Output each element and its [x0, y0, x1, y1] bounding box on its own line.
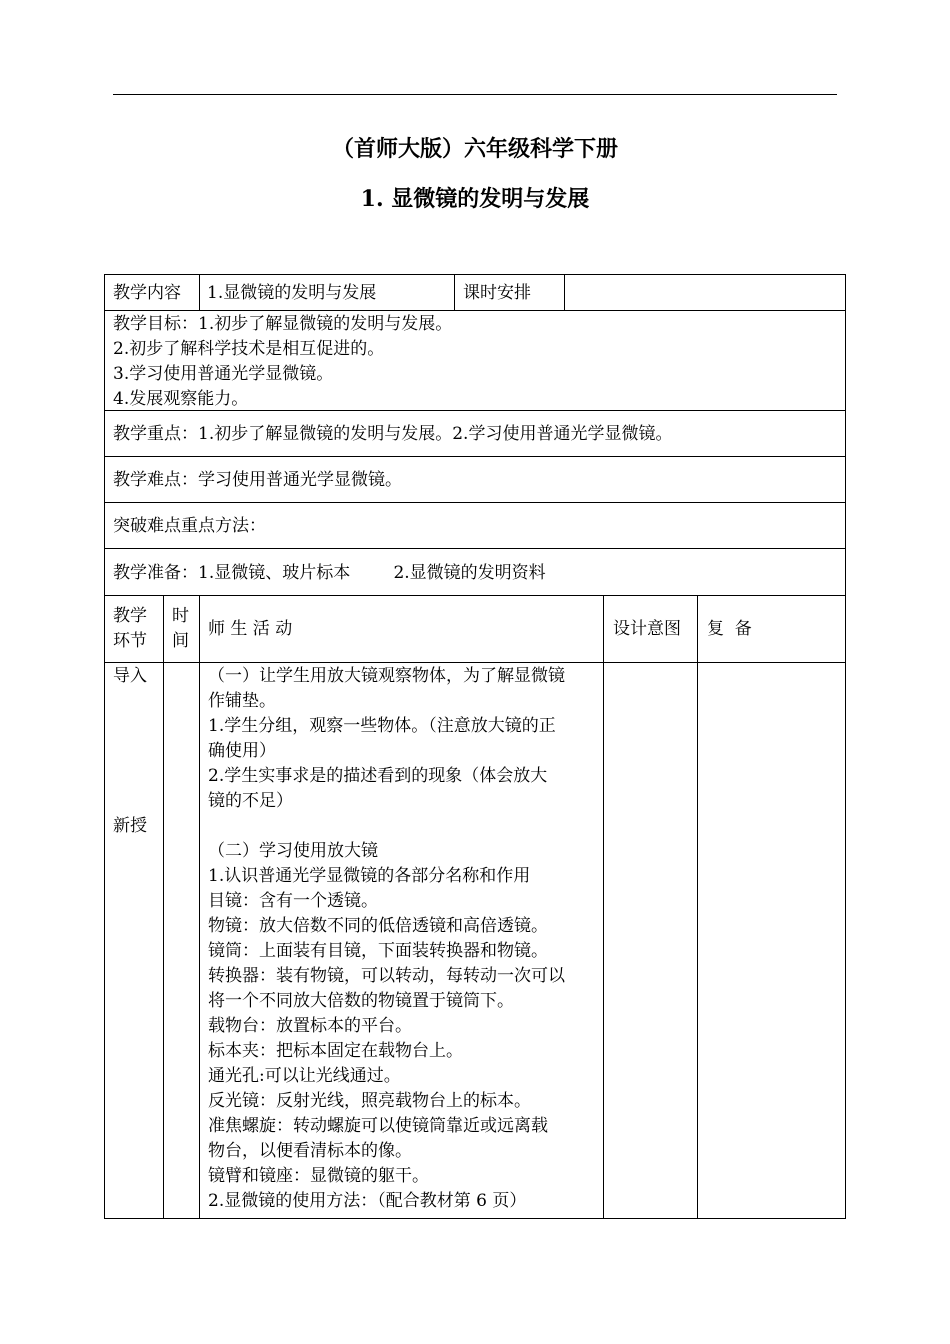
objective-line: 教学目标：1.初步了解显微镜的发明与发展。: [113, 314, 453, 334]
design-header: 设计意图: [613, 619, 681, 639]
table-border-left: [104, 274, 105, 1218]
objectives-cell: [113, 312, 838, 412]
activity-line: 反光镜：反射光线，照亮载物台上的标本。: [208, 1091, 531, 1111]
difficulties: 教学难点：学习使用普通光学显微镜。: [113, 470, 402, 490]
table-rule: [104, 548, 846, 549]
activity-line: （一）让学生用放大镜观察物体，为了解显微镜: [208, 666, 565, 686]
stage-new: 新授: [113, 816, 147, 836]
table-rule: [104, 456, 846, 457]
activity-line: 物镜：放大倍数不同的低倍透镜和高倍透镜。: [208, 916, 548, 936]
activity-line: 镜的不足）: [208, 791, 293, 811]
table-rule: [104, 502, 846, 503]
activity-line: 将一个不同放大倍数的物镜置于镜筒下。: [208, 991, 514, 1011]
table-rule: [104, 662, 846, 663]
content-label: 教学内容: [113, 283, 181, 303]
objective-line: 4.发展观察能力。: [113, 389, 249, 409]
review-header: 复 备: [707, 619, 752, 639]
activity-line: 载物台：放置标本的平台。: [208, 1016, 412, 1036]
time-header-line2: 间: [172, 631, 189, 651]
stage-header-line2: 环节: [113, 631, 147, 651]
table-rule: [564, 274, 565, 310]
time-header: [172, 604, 189, 654]
objective-line: 3.学习使用普通光学显微镜。: [113, 364, 334, 384]
activity-cell: [208, 664, 598, 1214]
schedule-label: 课时安排: [463, 283, 531, 303]
methods: 突破难点重点方法：: [113, 516, 266, 536]
activity-line: 目镜：含有一个透镜。: [208, 891, 378, 911]
content-value: 1.显微镜的发明与发展: [207, 283, 377, 303]
activity-line: 转换器：装有物镜，可以转动，每转动一次可以: [208, 966, 565, 986]
stage-intro: 导入: [113, 666, 147, 686]
table-rule: [454, 274, 455, 310]
table-rule: [199, 595, 200, 1218]
activity-line: 2.学生实事求是的描述看到的现象（体会放大: [208, 766, 548, 786]
table-rule: [697, 595, 698, 1218]
activity-line: 镜筒：上面装有目镜，下面装转换器和物镜。: [208, 941, 548, 961]
activity-header: 师 生 活 动: [208, 619, 293, 639]
activity-line: 准焦螺旋：转动螺旋可以使镜筒靠近或远离载: [208, 1116, 548, 1136]
table-rule: [603, 595, 604, 1218]
activity-line: 物台，以便看清标本的像。: [208, 1141, 412, 1161]
time-header-line1: 时: [172, 606, 189, 626]
lesson-title: 1. 显微镜的发明与发展: [360, 186, 590, 212]
activity-line: 1.学生分组，观察一些物体。（注意放大镜的正: [208, 716, 556, 736]
table-border-right: [845, 274, 846, 1218]
stage-header: [113, 604, 147, 654]
activity-line: 作铺垫。: [208, 691, 276, 711]
activity-line: 镜臂和镜座：显微镜的躯干。: [208, 1166, 429, 1186]
document-title: （首师大版）六年级科学下册: [331, 136, 618, 162]
stage-header-line1: 教学: [113, 606, 147, 626]
table-rule: [104, 595, 846, 596]
table-rule: [104, 310, 846, 311]
activity-line: 2.显微镜的使用方法：（配合教材第 6 页）: [208, 1191, 527, 1211]
header-rule: [113, 94, 837, 95]
activity-line: （二）学习使用放大镜: [208, 841, 378, 861]
key-points: 教学重点：1.初步了解显微镜的发明与发展。2.学习使用普通光学显微镜。: [113, 424, 673, 444]
activity-blank-line: [208, 814, 598, 839]
activity-line: 确使用）: [208, 741, 276, 761]
table-rule: [163, 595, 164, 1218]
preparation: 教学准备：1.显微镜、玻片标本 2.显微镜的发明资料: [113, 563, 546, 583]
table-border-bottom: [104, 1218, 846, 1219]
table-border-top: [104, 274, 846, 275]
objective-line: 2.初步了解科学技术是相互促进的。: [113, 339, 385, 359]
activity-line: 1.认识普通光学显微镜的各部分名称和作用: [208, 866, 531, 886]
activity-line: 通光孔:可以让光线通过。: [208, 1066, 401, 1086]
table-rule: [199, 274, 200, 310]
activity-line: 标本夹：把标本固定在载物台上。: [208, 1041, 463, 1061]
